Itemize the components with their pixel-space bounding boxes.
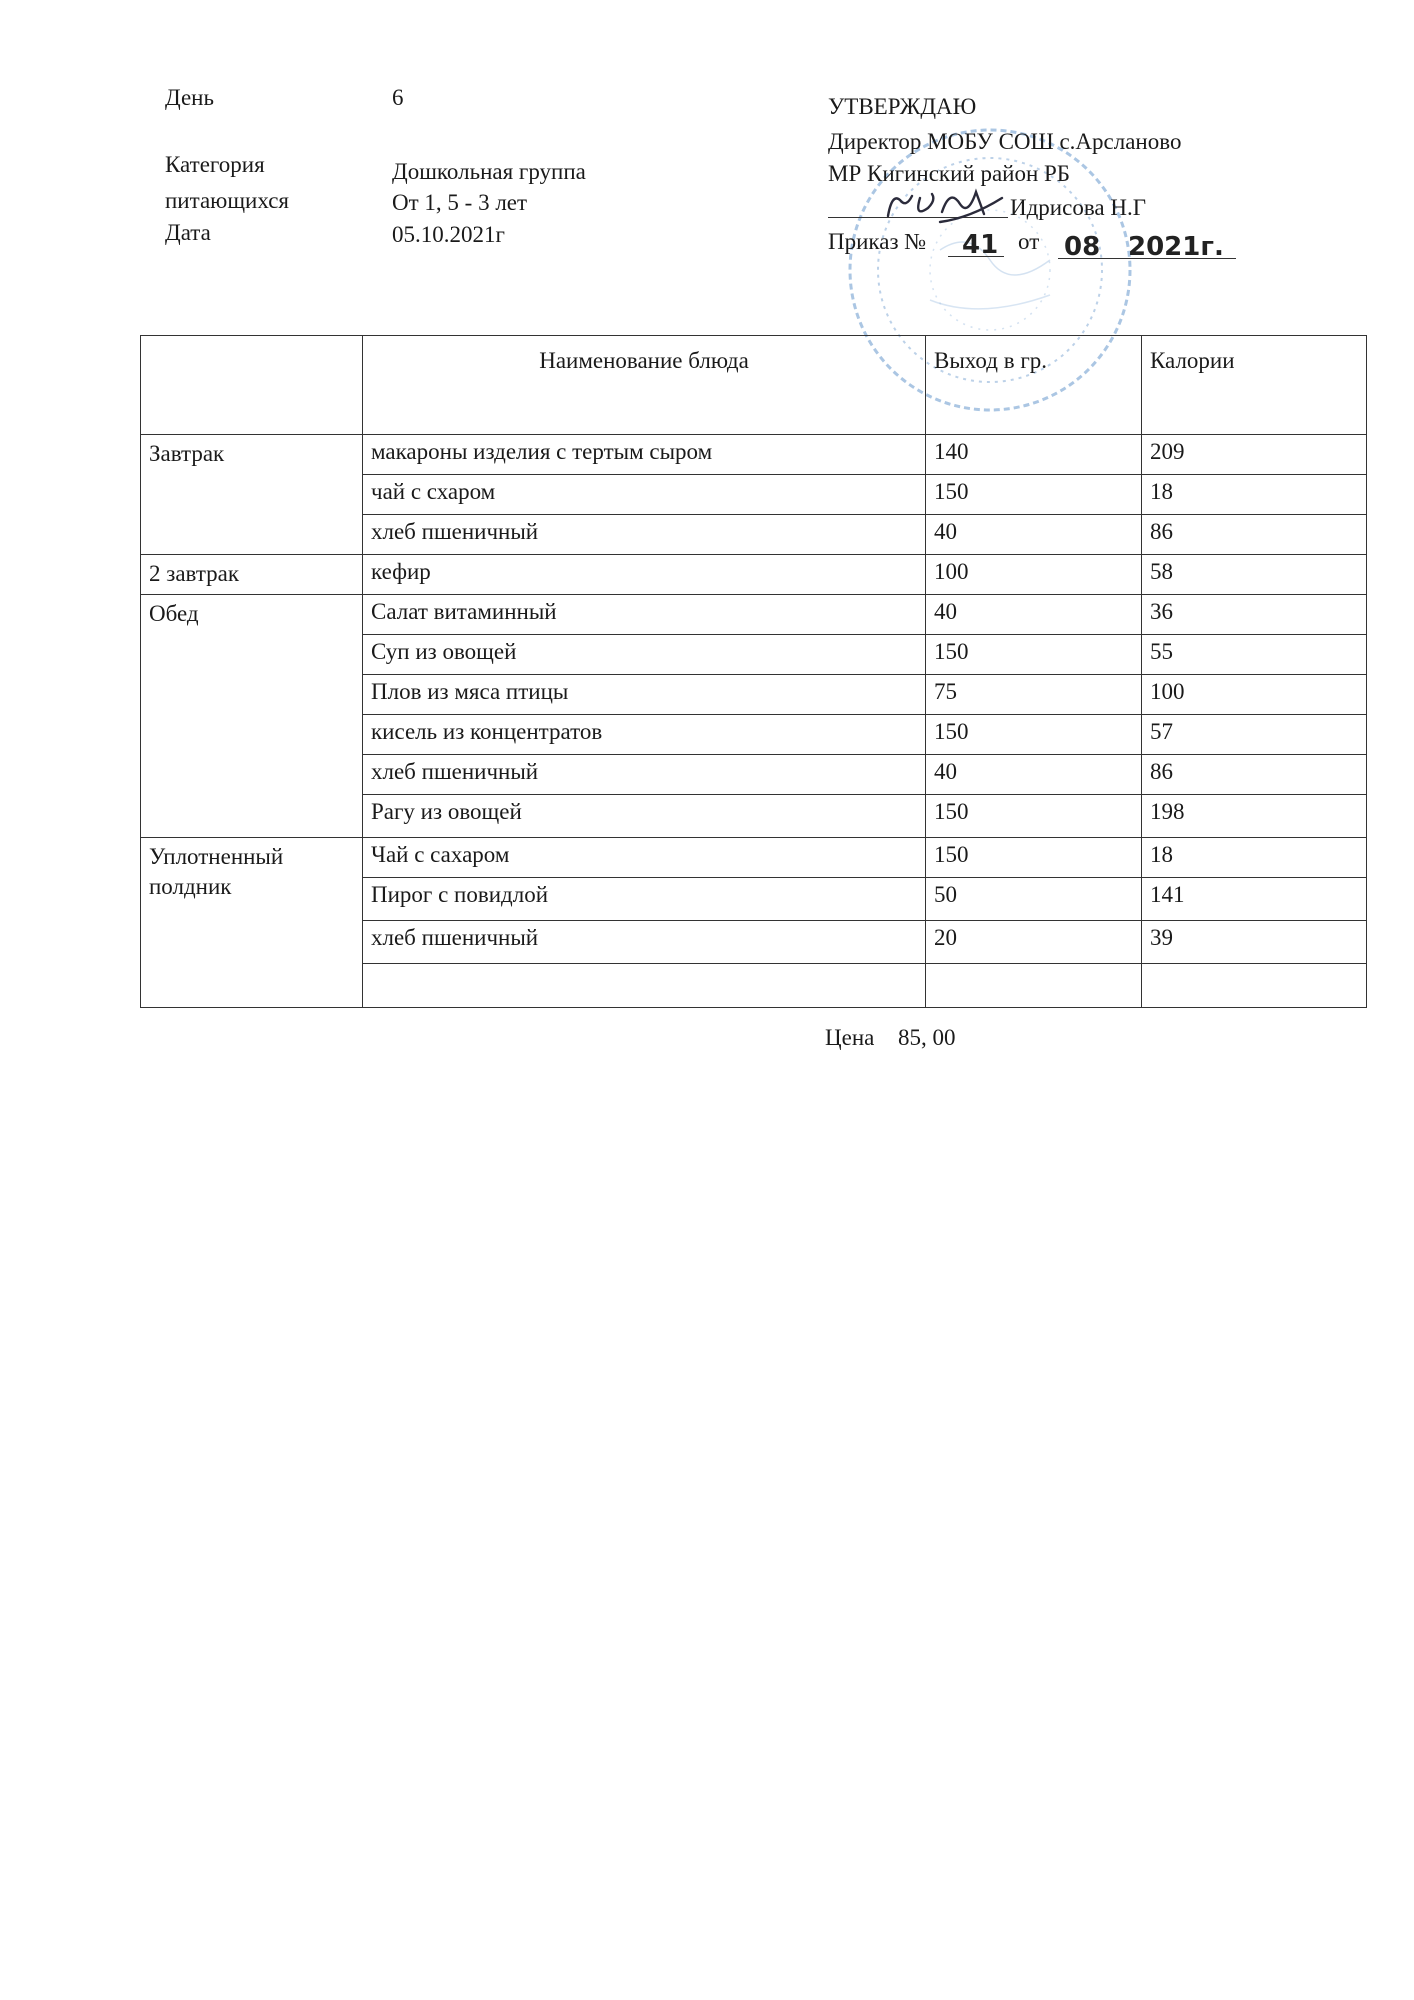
header-calories: Калории <box>1142 336 1367 435</box>
approval-title: УТВЕРЖДАЮ <box>828 94 977 119</box>
dish-output: 20 <box>926 921 1142 964</box>
table-header-row <box>141 336 1367 435</box>
dish-calories: 141 <box>1142 878 1367 921</box>
table-row <box>141 555 1367 595</box>
table-row <box>141 838 1367 878</box>
dish-name: макароны изделия с тертым сыром <box>363 435 926 475</box>
dish-output: 140 <box>926 435 1142 475</box>
meal-afternoon-snack-line2: полдник <box>149 874 232 899</box>
price-value: 85, 00 <box>898 1025 956 1050</box>
dish-calories: 86 <box>1142 755 1367 795</box>
dish-calories: 57 <box>1142 715 1367 755</box>
dish-calories: 58 <box>1142 555 1367 595</box>
signature-name: Идрисова Н.Г <box>1010 195 1147 220</box>
dish-name: Чай с сахаром <box>363 838 926 878</box>
header-meal <box>141 336 363 435</box>
approval-line1: Директор МОБУ СОШ с.Арсланово <box>828 129 1182 154</box>
date-value: 05.10.2021г <box>392 222 505 247</box>
dish-calories: 198 <box>1142 795 1367 838</box>
dish-output: 150 <box>926 635 1142 675</box>
dish-name: хлеб пшеничный <box>363 921 926 964</box>
category-label-line2: питающихся <box>165 188 289 213</box>
dish-calories: 18 <box>1142 475 1367 515</box>
dish-output: 150 <box>926 475 1142 515</box>
meal-second-breakfast: 2 завтрак <box>141 555 363 595</box>
dish-output: 50 <box>926 878 1142 921</box>
dish-name: чай с схаром <box>363 475 926 515</box>
meal-afternoon-snack-line1: Уплотненный <box>149 844 284 869</box>
dish-name: хлеб пшеничный <box>363 515 926 555</box>
order-date-underline <box>1058 258 1236 259</box>
dish-name: Плов из мяса птицы <box>363 675 926 715</box>
dish-output: 150 <box>926 795 1142 838</box>
order-number-underline <box>948 256 1004 257</box>
order-number: 41 <box>962 230 999 260</box>
menu-table <box>140 335 1367 1008</box>
dish-output: 100 <box>926 555 1142 595</box>
handwritten-signature <box>880 178 1010 228</box>
table-row <box>141 435 1367 475</box>
dish-name: хлеб пшеничный <box>363 755 926 795</box>
category-label-line1: Категория <box>165 152 265 177</box>
dish-calories: 209 <box>1142 435 1367 475</box>
order-label: Приказ № <box>828 229 927 254</box>
dish-calories: 100 <box>1142 675 1367 715</box>
dish-name: кефир <box>363 555 926 595</box>
empty-cell <box>1142 964 1367 1008</box>
dish-name: Рагу из овощей <box>363 795 926 838</box>
empty-cell <box>926 964 1142 1008</box>
day-value: 6 <box>392 85 404 110</box>
day-label: День <box>165 85 214 110</box>
category-value-line1: Дошкольная группа <box>392 159 586 184</box>
date-label: Дата <box>165 220 211 245</box>
meal-afternoon-snack <box>141 838 363 1008</box>
header-dish-name: Наименование блюда <box>363 336 926 435</box>
dish-output: 40 <box>926 755 1142 795</box>
approval-line2: МР Кигинский район РБ <box>828 161 1071 186</box>
dish-name: Пирог с повидлой <box>363 878 926 921</box>
dish-output: 150 <box>926 838 1142 878</box>
dish-calories: 39 <box>1142 921 1367 964</box>
dish-calories: 18 <box>1142 838 1367 878</box>
dish-output: 75 <box>926 675 1142 715</box>
meal-breakfast: Завтрак <box>141 435 363 555</box>
meal-lunch: Обед <box>141 595 363 838</box>
order-year: 2021г. <box>1128 232 1224 262</box>
category-value-line2: От 1, 5 - 3 лет <box>392 190 528 215</box>
dish-name: Салат витаминный <box>363 595 926 635</box>
dish-name: кисель из концентратов <box>363 715 926 755</box>
price-label: Цена <box>825 1025 875 1050</box>
dish-output: 40 <box>926 515 1142 555</box>
dish-name: Суп из овощей <box>363 635 926 675</box>
dish-calories: 55 <box>1142 635 1367 675</box>
table-row <box>141 595 1367 635</box>
order-day: 08 <box>1064 232 1101 262</box>
dish-calories: 36 <box>1142 595 1367 635</box>
dish-calories: 86 <box>1142 515 1367 555</box>
dish-output: 150 <box>926 715 1142 755</box>
header-output: Выход в гр. <box>926 336 1142 435</box>
order-from: от <box>1018 229 1040 254</box>
dish-output: 40 <box>926 595 1142 635</box>
empty-cell <box>363 964 926 1008</box>
